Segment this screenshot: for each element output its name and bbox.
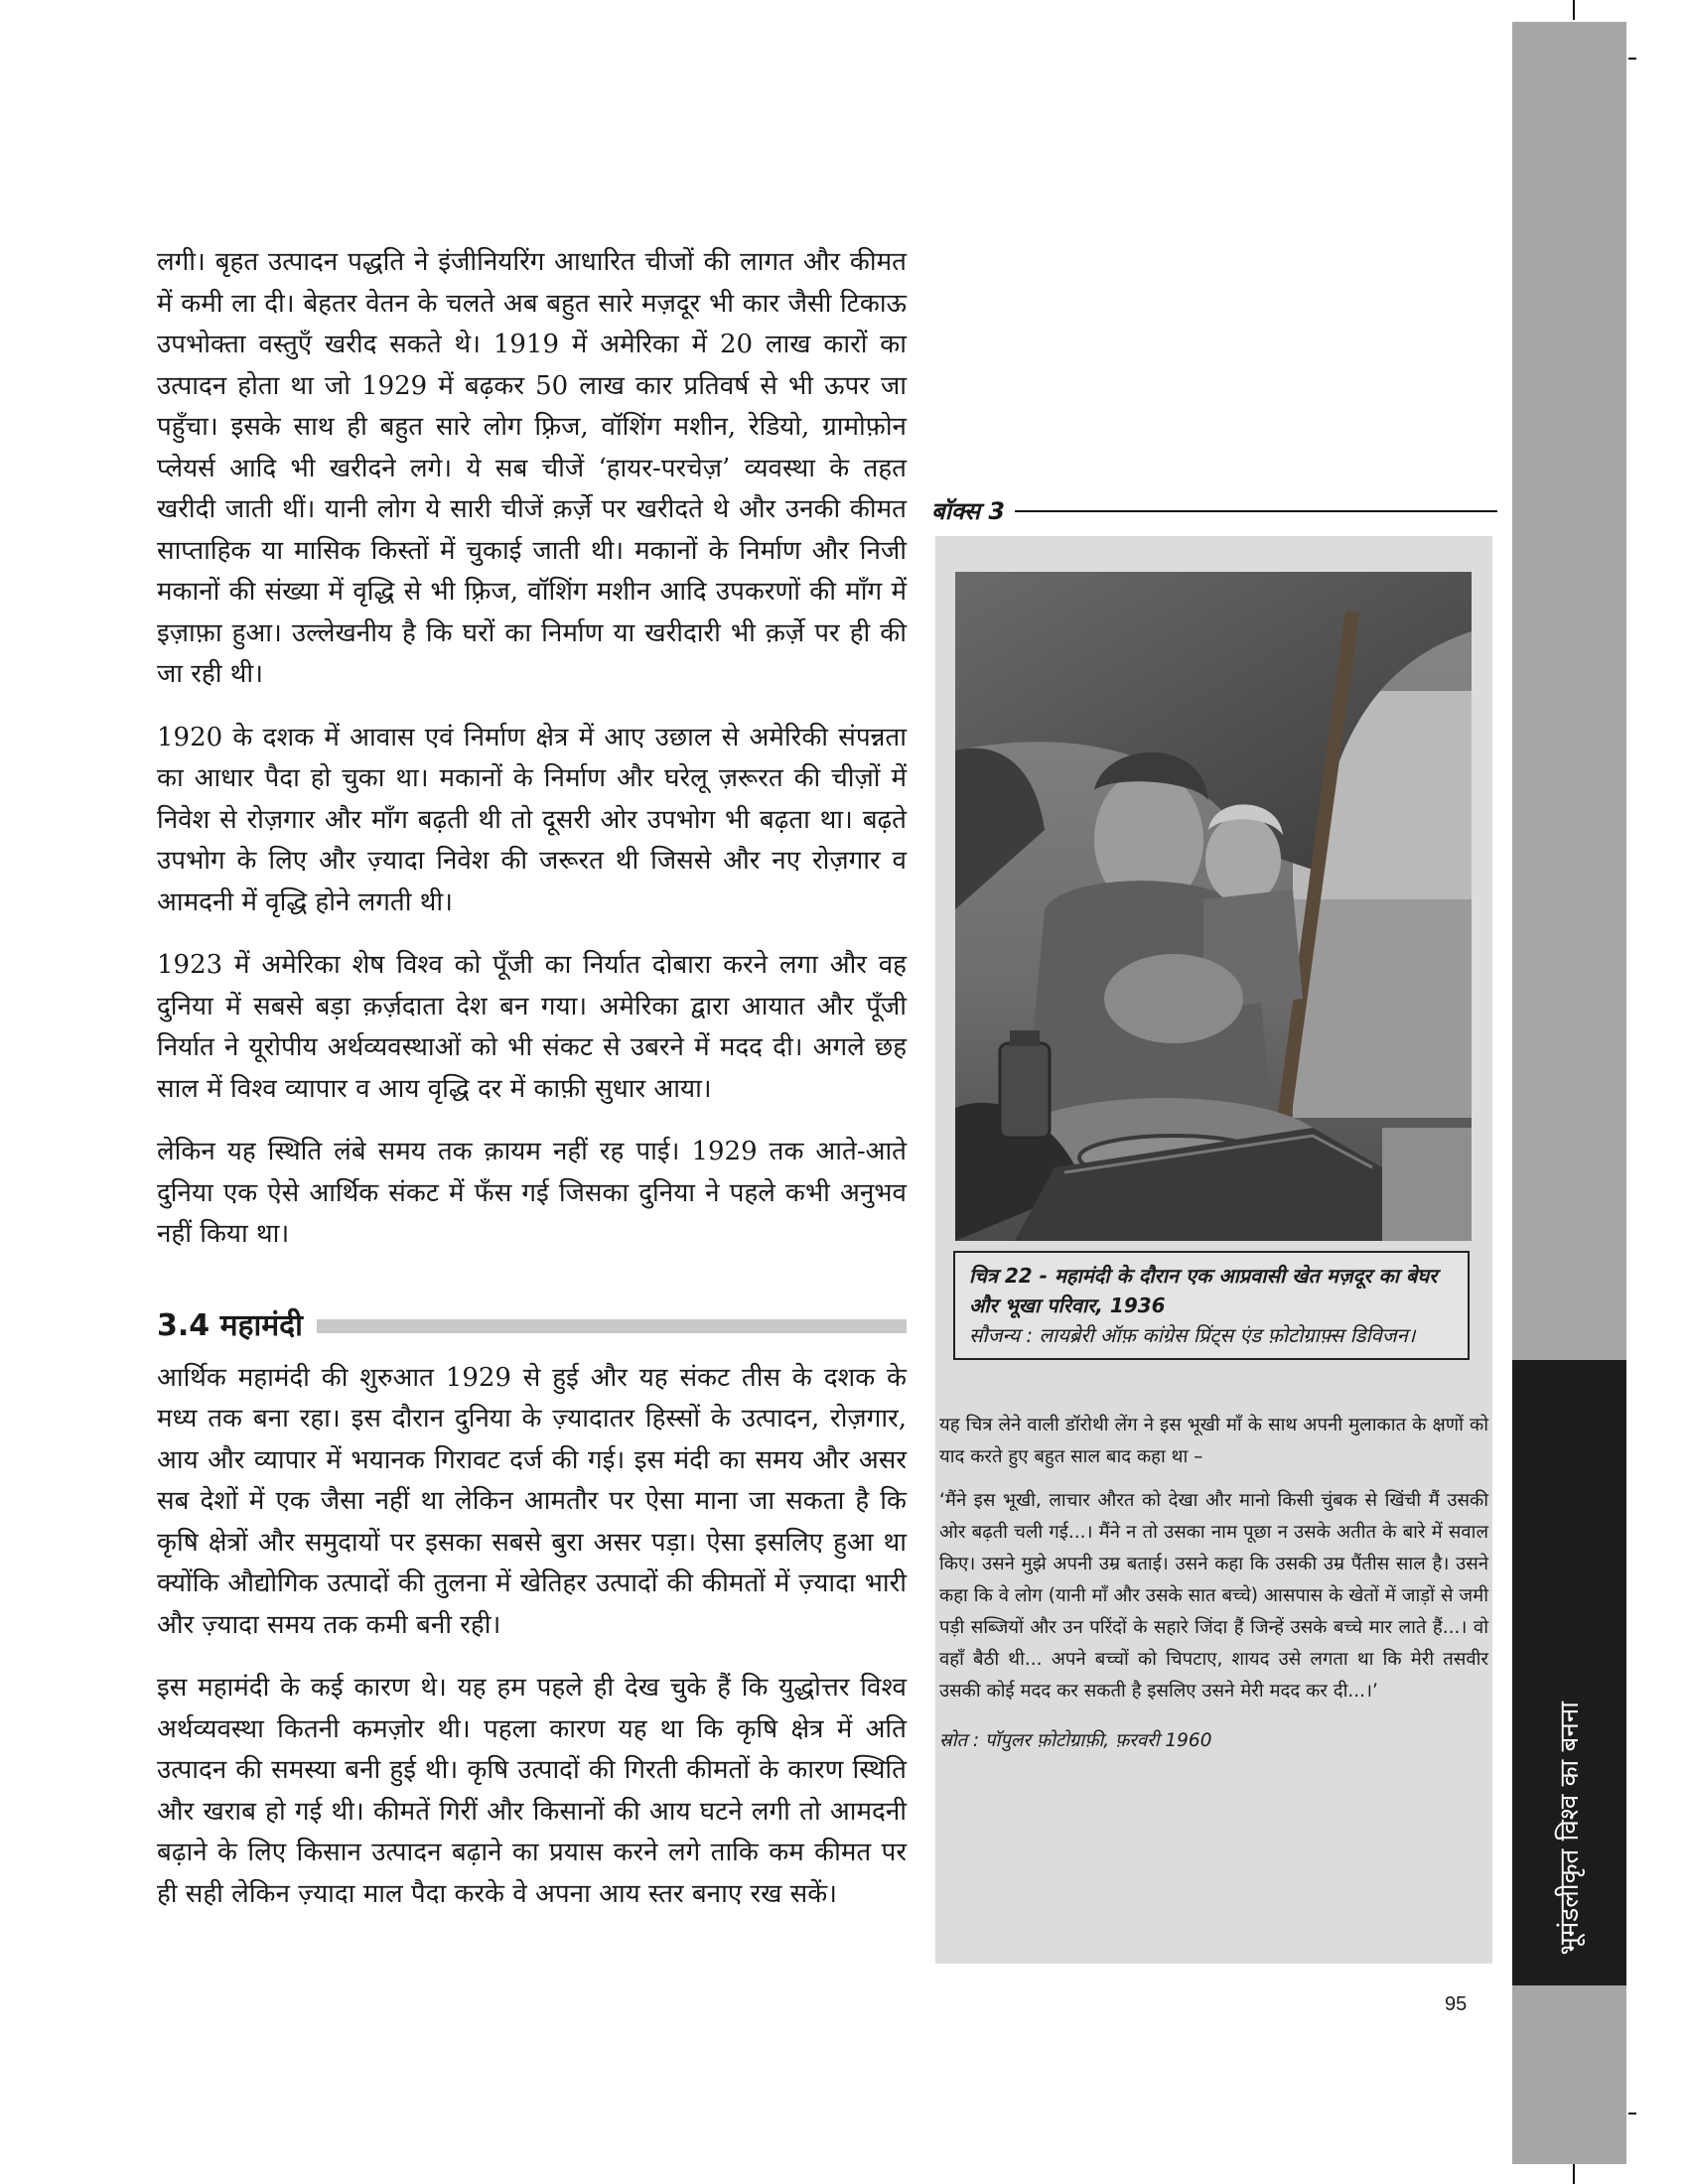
caption-title: चित्र 22 - महामंदी के दौरान एक आप्रवासी खेत मज़दूर का बेघर और भूखा परिवार, 1936 <box>969 1264 1438 1317</box>
box-source: स्रोत : पॉपुलर फ़ोटोग्राफ़ी, फ़रवरी 1960 <box>939 1730 1212 1751</box>
box-quote: ‘मैंने इस भूखी, लाचार औरत को देखा और मानो किसी चुंबक से खिंची मैं उसकी ओर बढ़ती चली गई...। मैंने न तो उसका नाम पूछा न उसके अतीत के बारे में सवाल किए। उसने मुझे अपनी उम्र बताई। उसने कहा कि उसकी उम्र पैंतीस साल है। उसने कहा कि वे लोग (यानी माँ और उसके सात बच्चे) आसपास के खेतों में जाड़ों से जमी पड़ी सब्जियों और उन परिंदों के सहारे जिंदा हैं जिन्हें उसके बच्चे मार लाते हैं...। वो वहाँ बैठी थी... अपने बच्चों को चिपटाए, शायद उसे लगता था कि मेरी तसवीर उसकी कोई मदद कर सकती है इसलिए उसने मेरी मदद कर दी...।’ <box>939 1490 1488 1702</box>
box-label <box>931 494 1497 527</box>
box-3 <box>935 536 1492 1964</box>
paragraph: 1923 में अमेरिका शेष विश्व को पूँजी का निर्यात दोबारा करने लगा और वह दुनिया में सबसे बड़ा क़र्ज़दाता देश बन गया। अमेरिका द्वारा आयात और पूँजी निर्यात ने यूरोपीय अर्थव्यवस्थाओं को भी संकट से उबरने में मदद दी। अगले छह साल में विश्व व्यापार व आय वृद्धि दर में काफ़ी सुधार आया। <box>157 950 907 1104</box>
box-label-rule <box>1015 510 1497 512</box>
chapter-title-tab <box>1512 1360 1626 1985</box>
chapter-title: भूमंडलीकृत विश्व का बनना <box>1554 1702 1585 1956</box>
crop-mark-right-top <box>1628 58 1636 60</box>
paragraph: लगी। बृहत उत्पादन पद्धति ने इंजीनियरिंग आधारित चीजों की लागत और कीमत में कमी ला दी। बेहतर वेतन के चलते अब बहुत सारे मज़दूर भी कार जैसी टिकाऊ उपभोक्ता वस्तुएँ खरीद सकते थे। 1919 में अमेरिका में 20 लाख कारों का उत्पादन होता था जो 1929 में बढ़कर 50 लाख कार प्रतिवर्ष से भी ऊपर जा पहुँचा। इसके साथ ही बहुत सारे लोग फ़्रिज, वॉशिंग मशीन, रेडियो, ग्रामोफ़ोन प्लेयर्स आदि भी खरीदने लगे। ये सब चीजें ‘हायर-परचेज़’ व्यवस्था के तहत खरीदी जाती थीं। यानी लोग ये सारी चीजें क़र्ज़े पर खरीदते थे और उनकी कीमत साप्ताहिक या मासिक किस्तों में चुकाई जाती थी। मकानों के निर्माण और निजी मकानों की संख्या में वृद्धि से भी फ़्रिज, वॉशिंग मशीन आदि उपकरणों की माँग में इज़ाफ़ा हुआ। उल्लेखनीय है कि घरों का निर्माण या खरीदारी भी क़र्ज़े पर ही की जा रही थी। <box>157 247 907 689</box>
crop-mark-bottom <box>1573 2164 1575 2184</box>
paragraph: आर्थिक महामंदी की शुरुआत 1929 से हुई और यह संकट तीस के दशक के मध्य तक बना रहा। इस दौरान दुनिया के ज़्यादातर हिस्सों के उत्पादन, रोज़गार, आय और व्यापार में भयानक गिरावट दर्ज की गई। इस मंदी का समय और असर सब देशों में एक जैसा नहीं था लेकिन आमतौर पर ऐसा माना जा सकता है कि कृषि क्षेत्रों और समुदायों पर इसका सबसे बुरा असर पड़ा। ऐसा इसलिए हुआ था क्योंकि औद्योगिक उत्पादों की तुलना में खेतिहर उत्पादों की कीमतों में ज़्यादा भारी और ज़्यादा समय तक कमी बनी रही। <box>157 1362 907 1640</box>
photo-caption <box>953 1251 1470 1360</box>
main-column <box>157 242 907 1937</box>
section-title: 3.4 महामंदी <box>157 1307 303 1343</box>
page-number: 95 <box>1445 1993 1468 2015</box>
paragraph: इस महामंदी के कई कारण थे। यह हम पहले ही देख चुके हैं कि युद्धोत्तर विश्व अर्थव्यवस्था कितनी कमज़ोर थी। पहला कारण यह था कि कृषि क्षेत्र में अति उत्पादन की समस्या बनी हुई थी। कृषि उत्पादों की गिरती कीमतों के कारण स्थिति और खराब हो गई थी। कीमतें गिरीं और किसानों की आय घटने लगी तो आमदनी बढ़ाने के लिए किसान उत्पादन बढ़ाने का प्रयास करने लगे ताकि कम कीमत पर ही सही लेकिन ज़्यादा माल पैदा करके वे अपना आय स्तर बनाए रख सकें। <box>157 1673 907 1909</box>
box-intro: यह चित्र लेने वाली डॉरोथी लेंग ने इस भूखी माँ के साथ अपनी मुलाकात के क्षणों को याद करते हुए बहुत साल बाद कहा था – <box>939 1415 1488 1467</box>
paragraph: 1920 के दशक में आवास एवं निर्माण क्षेत्र में आए उछाल से अमेरिकी संपन्नता का आधार पैदा हो चुका था। मकानों के निर्माण और घरेलू ज़रूरत की चीज़ों में निवेश से रोज़गार और माँग बढ़ती थी तो दूसरी ओर उपभोग भी बढ़ता था। बढ़ते उपभोग के लिए और ज़्यादा निवेश की जरूरत थी जिससे और नए रोज़गार व आमदनी में वृद्धि होने लगती थी। <box>157 722 907 917</box>
caption-credit: सौजन्य : लायब्रेरी ऑफ़ कांग्रेस प्रिंट्स एंड फ़ोटोग्राफ़्स डिविजन। <box>969 1323 1416 1347</box>
heading-bar <box>317 1319 907 1333</box>
box-label-text: बॉक्स 3 <box>931 497 1006 525</box>
crop-mark-right-bottom <box>1628 2113 1636 2115</box>
box-body <box>939 1410 1488 1769</box>
crop-mark-top <box>1573 0 1575 20</box>
historical-photo <box>955 572 1472 1241</box>
section-heading <box>157 1303 907 1344</box>
paragraph: लेकिन यह स्थिति लंबे समय तक क़ायम नहीं रह पाई। 1929 तक आते-आते दुनिया एक ऐसे आर्थिक संकट में फँस गई जिसका दुनिया ने पहले कभी अनुभव नहीं किया था। <box>157 1137 907 1249</box>
